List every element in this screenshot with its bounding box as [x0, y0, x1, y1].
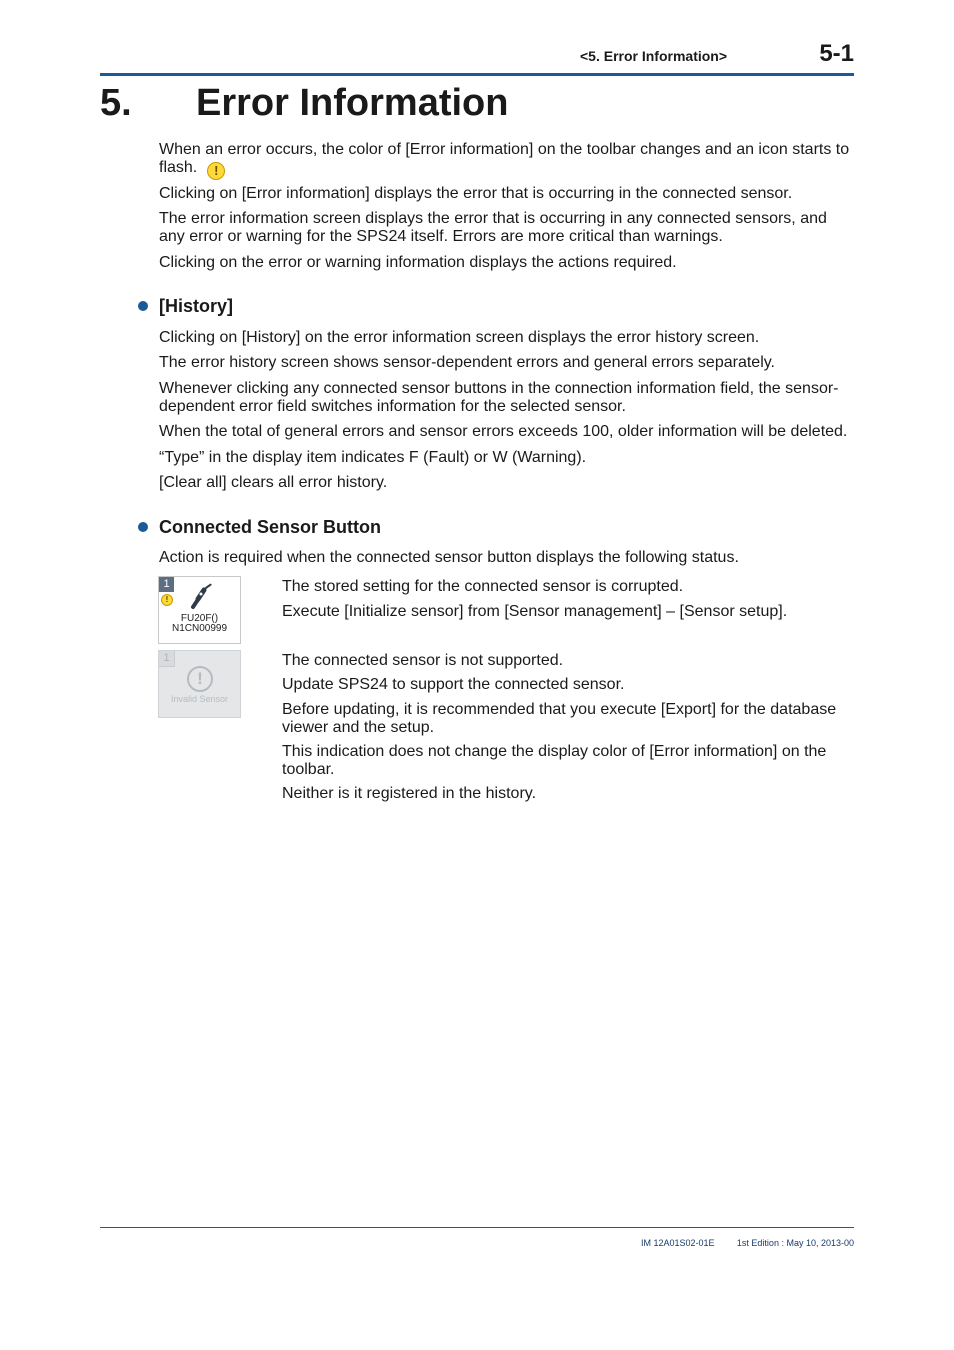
- connected-sensor-bullet: [138, 522, 148, 532]
- history-paragraph: “Type” in the display item indicates F (Fault) or W (Warning).: [159, 449, 587, 466]
- history-paragraph: When the total of general errors and sensor errors exceeds 100, older information will be deleted.: [159, 423, 848, 440]
- button2-description: The connected sensor is not supported.: [282, 652, 564, 669]
- intro-paragraph-1: [159, 141, 859, 180]
- intro-paragraph-4: Clicking on the error or warning information displays the actions required.: [159, 254, 677, 271]
- footer-edition: 1st Edition : May 10, 2013-00: [736, 1238, 854, 1248]
- footer-doc-id: IM 12A01S02-01E: [641, 1238, 715, 1248]
- sensor-model-label: FU20F(): [180, 613, 219, 624]
- header-rule: [100, 73, 854, 76]
- button1-description: Execute [Initialize sensor] from [Sensor management] – [Sensor setup].: [282, 603, 788, 620]
- chapter-number: 5.: [100, 82, 132, 124]
- history-paragraph: Clicking on [History] on the error information screen displays the error history screen.: [159, 329, 760, 346]
- connected-sensor-button-invalid[interactable]: [158, 650, 241, 718]
- chapter-title: Error Information: [196, 82, 509, 124]
- connected-sensor-button-corrupted[interactable]: [158, 576, 241, 644]
- history-bullet: [138, 301, 148, 311]
- invalid-sensor-label: Invalid Sensor: [170, 694, 229, 704]
- running-header-section: <5. Error Information>: [580, 48, 728, 64]
- history-paragraph: The error history screen shows sensor-dependent errors and general errors separately.: [159, 354, 775, 371]
- footer-rule: [100, 1227, 854, 1228]
- exclamation-circle-icon: !: [187, 666, 213, 692]
- button2-description: This indication does not change the display color of [Error information] on the toolbar.: [282, 743, 827, 778]
- button2-description: Before updating, it is recommended that you execute [Export] for the database viewer and the setup.: [282, 701, 837, 736]
- history-paragraph: Whenever clicking any connected sensor buttons in the connection information field, the sensor-dependent error field switches information for the selected sensor.: [159, 380, 839, 415]
- connected-sensor-intro: Action is required when the connected sensor button displays the following status.: [159, 549, 739, 566]
- sensor-probe-icon: [185, 580, 215, 610]
- connected-sensor-title: Connected Sensor Button: [159, 517, 382, 537]
- warning-icon: !: [161, 594, 173, 606]
- sensor-number-badge: 1: [159, 651, 175, 667]
- sensor-serial-label: N1CN00999: [171, 623, 228, 634]
- history-title: [History]: [159, 296, 234, 316]
- intro-paragraph-3: The error information screen displays the error that is occurring in any connected sensors, and any error or warning for the SPS24 itself. Errors are more critical than warnings.: [159, 210, 827, 245]
- button2-description: Neither is it registered in the history.: [282, 785, 537, 802]
- warning-icon: !: [207, 162, 225, 180]
- page-number: 5-1: [819, 40, 854, 67]
- history-paragraph: [Clear all] clears all error history.: [159, 474, 388, 491]
- sensor-number-badge: 1: [159, 577, 174, 592]
- button1-description: The stored setting for the connected sensor is corrupted.: [282, 578, 684, 595]
- button2-description: Update SPS24 to support the connected sensor.: [282, 676, 625, 693]
- intro-paragraph-2: Clicking on [Error information] displays the error that is occurring in the connected sensor.: [159, 185, 793, 202]
- intro-paragraph-1-text: When an error occurs, the color of [Error information] on the toolbar changes and an icon starts to flash.: [159, 141, 850, 176]
